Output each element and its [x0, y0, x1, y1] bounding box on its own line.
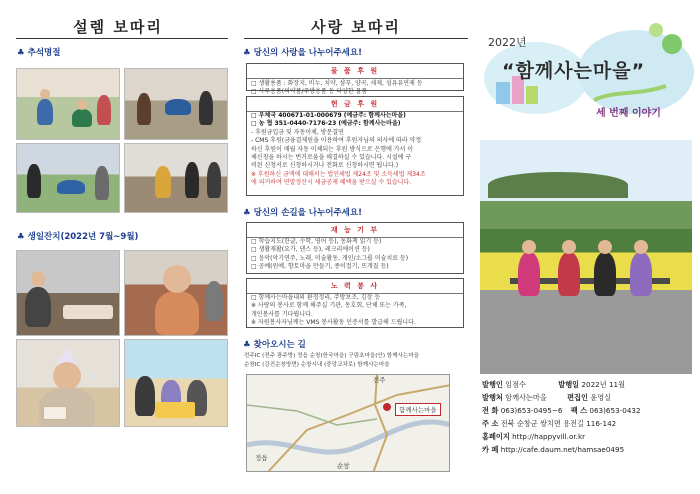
leaf-shape: [662, 34, 682, 54]
cover-subtitle: 세 번째 이야기: [596, 108, 661, 119]
panel2-title: 사랑 보따리: [311, 18, 401, 36]
person-figure: [25, 287, 51, 327]
person-figure: [137, 93, 151, 125]
box-talent-line: □ 공예(원예, 향토마을 만들기, 종이접기, 뜨개질 등): [251, 263, 389, 271]
person-figure: [97, 95, 111, 125]
box-goods-donation: [246, 63, 464, 96]
panel1-rule: [16, 38, 228, 39]
pub-key: 팩 스: [570, 406, 588, 415]
map-label-jeongeup: 정읍: [255, 454, 268, 462]
person-head: [31, 271, 45, 287]
box-cash-line: □ 농 협 351-0440-7176-23 (예금주: 함께사는마을): [251, 120, 401, 128]
pub-key: 발행처: [482, 393, 503, 402]
person-head: [598, 240, 612, 254]
person-figure: [27, 164, 41, 198]
photo-birthday-1: [16, 250, 120, 336]
section-directions-label: 찾아오시는 길: [253, 340, 306, 350]
section-chuseok-label: 추석명절: [27, 48, 61, 58]
box-cash-head: 현 금 후 원: [247, 97, 463, 112]
pub-value: 063)653-0495~6: [500, 406, 563, 415]
cake-table: [63, 305, 113, 319]
person-head: [40, 89, 50, 99]
pub-row: [482, 404, 641, 417]
box-goods-head: 물 품 후 원: [247, 64, 463, 79]
section-share-hands-label: 당신의 손길을 나누어주세요!: [253, 208, 362, 218]
map-road: [373, 375, 387, 472]
pub-row: [482, 430, 585, 443]
leaf-shape: [649, 23, 663, 37]
box-cash-line: 하신 후원이 매월 자동 이체되는 후원 방식으로 은행에 가서 이: [251, 145, 414, 153]
person-figure: [95, 166, 109, 200]
building-shape: [526, 86, 538, 104]
person-figure: [165, 99, 191, 115]
person-figure: [207, 162, 221, 198]
map-label-sunchang: 순창: [337, 462, 350, 470]
person-figure: [72, 109, 92, 127]
cover-year: 2022년: [488, 36, 527, 49]
panel-love: [238, 0, 474, 494]
box-cash-line: □ 우체국 400671-01-000679 (예금주: 함께사는마을): [251, 112, 406, 119]
section-birthday: [17, 230, 138, 242]
pub-value: 함께사는마을: [505, 393, 547, 402]
club-icon: ♣: [17, 48, 25, 58]
panel-cover: [476, 0, 700, 494]
pub-key: 발행인: [482, 380, 503, 389]
club-icon: ♣: [17, 232, 25, 242]
box-goods-line: □ 사무용품(의약품/주방용품 등 다양한 물품: [251, 88, 368, 96]
box-volunteer-line: ※ 자원봉사자님께는 VMS 봉사활동 인증서를 발급해 드립니다.: [251, 319, 416, 327]
person-head: [522, 240, 536, 254]
photo-chuseok-3: [16, 143, 120, 213]
pub-row: [482, 417, 616, 430]
person-figure: [594, 252, 616, 296]
box-volunteer-head: 노 력 봉 사: [247, 279, 463, 294]
person-head: [562, 240, 576, 254]
pub-key: 주 소: [482, 419, 499, 428]
person-figure: [155, 166, 171, 198]
photo-birthday-3: [16, 339, 120, 427]
photo-chuseok-2: [124, 68, 228, 140]
panel-celebration: [0, 0, 236, 494]
pub-key: 발행일: [558, 380, 580, 389]
cover-photo: [480, 140, 692, 374]
building-shape: [496, 82, 510, 104]
person-figure: [205, 281, 223, 321]
box-goods-line: □ 생활용품 : 화장지, 비누, 치약, 샴푸, 양곡, 세제, 섬유유연제 등: [251, 80, 423, 87]
section-chuseok: [17, 46, 60, 58]
box-volunteer-line: 개인봉사를 기다립니다.: [251, 310, 313, 318]
person-figure: [155, 291, 199, 335]
person-figure: [518, 252, 540, 296]
pub-key: 전 화: [482, 406, 499, 415]
pub-key: 카 페: [482, 445, 499, 454]
box-cash-line: 에 의거하여 연말정산시 세금공제 혜택을 받으실 수 있습니다.: [251, 179, 412, 187]
box-cash-line: - 후원금입금 및 자동이체, 방문결연: [251, 128, 344, 136]
pub-value: 2022년 11월: [581, 380, 626, 389]
map-road: [247, 405, 377, 425]
person-head: [77, 100, 87, 110]
pin-icon: [383, 403, 391, 411]
section-birthday-label: 생일잔치(2022년 7월~9월): [27, 232, 139, 242]
box-cash-line: ※ 후원하신 금액에 대해서는 법인세법 제24조 및 소득세법 제34조: [251, 170, 426, 178]
map-road: [267, 385, 450, 472]
box-cash-donation: [246, 96, 464, 196]
box-talent-line: □ 음악(악기연주, 노래, 미술활동, 개인/소그룹 미술치료 등): [251, 254, 409, 262]
photo-chuseok-4: [124, 143, 228, 213]
person-head: [53, 362, 81, 390]
person-figure: [37, 99, 53, 125]
box-volunteer-line: □ 함께사는마을내외 환경정리, 주방보조, 김장 등: [251, 294, 381, 301]
pub-value: 임점수: [505, 380, 526, 389]
map-svg: [247, 375, 450, 472]
club-icon: ♣: [243, 208, 251, 218]
pub-value: 윤영실: [590, 393, 612, 402]
panel2-rule: [244, 38, 468, 39]
club-icon: ♣: [243, 48, 251, 58]
photo-chuseok-1: [16, 68, 120, 140]
cafe-link[interactable]: http://cafe.daum.net/hamsae0495: [500, 445, 625, 454]
box-talent-head: 재 능 기 부: [247, 223, 463, 238]
map-river: [247, 422, 450, 452]
section-share-love: [243, 46, 362, 58]
box-talent-line: □ 학습지도(한글, 수학, 영어 등), 동화책 읽기 등): [251, 238, 382, 245]
person-figure: [57, 180, 85, 194]
box-volunteer-line: ※ 사랑의 봉사로 함께 해주실 기관, 동호회, 단체 또는 가족,: [251, 302, 407, 310]
pub-row: [482, 391, 611, 404]
pub-row: [482, 443, 624, 456]
pub-value: 063)653-0432: [589, 406, 641, 415]
pub-key: 편집인: [567, 393, 588, 402]
person-figure: [185, 162, 199, 198]
pub-value: 전북 순창군 쌍치면 용전길 116-142: [500, 419, 617, 428]
map-label-village: 함께사는마을: [395, 403, 441, 416]
photo-birthday-4: [124, 339, 228, 427]
section-share-hands: [243, 206, 362, 218]
person-figure: [558, 252, 580, 296]
box-cash-line: 체신청을 하시는 번거로움을 해결하실 수 있습니다. 시설에 구: [251, 154, 412, 162]
directions-map: [246, 374, 450, 472]
box-volunteer: [246, 278, 464, 328]
directions-line: 전주IC (전주 광주방) 정읍 순창(한국마을) 구림초마을(안) 함께사는마을: [244, 353, 420, 359]
section-share-love-label: 당신의 사랑을 나누어주세요!: [253, 48, 362, 58]
pub-row: [482, 378, 625, 391]
photo-birthday-2: [124, 250, 228, 336]
box-cash-line: 비된 신청서로 신청하시거나 전화로 신청하시면 됩니다.): [251, 162, 399, 170]
person-head: [163, 265, 191, 293]
box-talent-donation: [246, 222, 464, 274]
person-figure: [135, 376, 155, 416]
person-head: [634, 240, 648, 254]
box-cash-line: - CMS 후원(금융결제원을 이용하여 후원자님의 의사에 따라 약정: [251, 137, 422, 145]
club-icon: ♣: [243, 340, 251, 350]
directions-line: 순창IC (강진순창방면) 순창시내 (중앙교차로) 함께사는마을: [244, 362, 390, 368]
homepage-link[interactable]: http://happyvill.or.kr: [512, 432, 586, 441]
box-talent-line: □ 생활재활(요가, 댄스 등), 레크리에이션 등): [251, 246, 370, 254]
person-figure: [630, 252, 652, 296]
pub-key: 홈페이지: [482, 432, 510, 441]
birthday-cake: [155, 402, 195, 418]
map-label-jeonju: 전주: [373, 376, 386, 384]
mountain-shape: [488, 172, 628, 198]
section-directions: [243, 338, 306, 350]
cover-title: “함께사는마을”: [502, 60, 646, 82]
panel1-title: 설렘 보따리: [73, 18, 163, 36]
birthday-cake: [43, 406, 67, 420]
person-figure: [199, 91, 213, 125]
